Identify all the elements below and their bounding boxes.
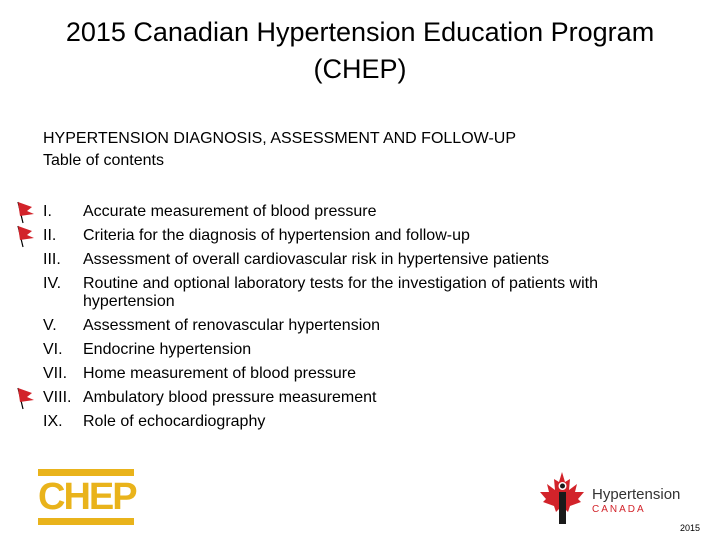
- section-heading-line: HYPERTENSION DIAGNOSIS, ASSESSMENT AND FOLLOW-UP: [43, 130, 516, 147]
- chep-logo-bar: [38, 469, 134, 476]
- update-flag-icon: [15, 224, 37, 248]
- toc-number: VIII.: [43, 389, 72, 406]
- toc-item-1: [43, 200, 683, 224]
- toc-item-6: [43, 338, 683, 362]
- table-of-contents: [43, 200, 683, 434]
- toc-text: Routine and optional laboratory tests for the investigation of patients with hypertension: [83, 275, 598, 310]
- toc-number: V.: [43, 317, 57, 334]
- maple-leaf-icon: [534, 466, 590, 530]
- toc-number: III.: [43, 251, 61, 268]
- hypertension-logo-word: Hypertension: [592, 486, 681, 503]
- slide-title: [20, 14, 700, 88]
- toc-number: IV.: [43, 275, 62, 292]
- chep-logo-bar: [38, 518, 134, 525]
- toc-item-2: [43, 224, 683, 248]
- table-of-contents-label: Table of contents: [43, 152, 164, 169]
- toc-text: Assessment of renovascular hypertension: [83, 317, 381, 334]
- toc-item-5: [43, 314, 683, 338]
- section-heading: [43, 128, 516, 172]
- hypertension-canada-logo: [534, 466, 694, 530]
- chep-logo: [38, 469, 134, 525]
- toc-text: Endocrine hypertension: [83, 341, 252, 358]
- toc-text: Ambulatory blood pressure measurement: [83, 389, 377, 406]
- title-line-2: (CHEP): [313, 54, 407, 84]
- toc-text: Assessment of overall cardiovascular risk in hypertensive patients: [83, 251, 549, 268]
- toc-number: VII.: [43, 365, 68, 382]
- toc-item-9: [43, 410, 683, 434]
- toc-text: Role of echocardiography: [83, 413, 266, 430]
- toc-item-4: [43, 272, 683, 314]
- toc-number: II.: [43, 227, 57, 244]
- toc-item-8: [43, 386, 683, 410]
- update-flag-icon: [15, 200, 37, 224]
- toc-text: Accurate measurement of blood pressure: [83, 203, 377, 220]
- toc-text: Criteria for the diagnosis of hypertension and follow-up: [83, 227, 470, 244]
- footer-year: 2015: [680, 523, 701, 533]
- title-line-1: 2015 Canadian Hypertension Education Program: [65, 17, 655, 47]
- toc-text: Home measurement of blood pressure: [83, 365, 357, 382]
- toc-item-7: [43, 362, 683, 386]
- toc-number: IX.: [43, 413, 63, 430]
- canada-logo-word: CANADA: [592, 504, 646, 515]
- update-flag-icon: [15, 386, 37, 410]
- toc-number: VI.: [43, 341, 63, 358]
- toc-item-3: [43, 248, 683, 272]
- chep-logo-text: CHEP: [38, 476, 136, 518]
- toc-number: I.: [43, 203, 52, 220]
